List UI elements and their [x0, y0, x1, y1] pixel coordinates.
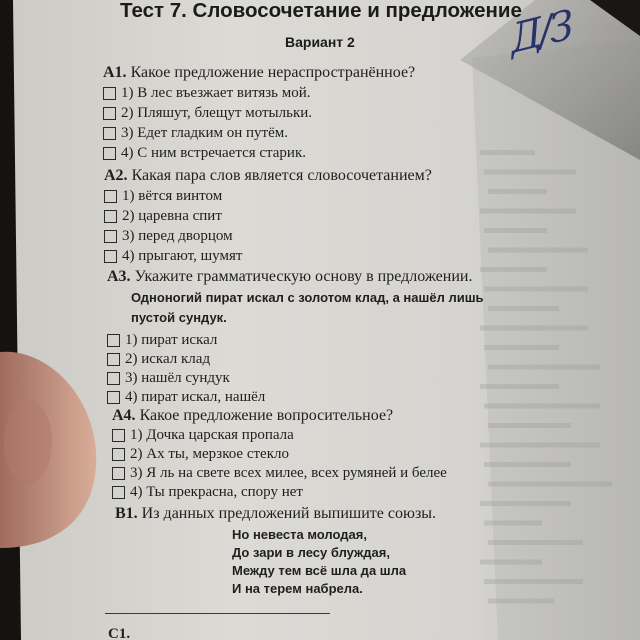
question-a4 — [112, 406, 447, 502]
example-sentence — [131, 288, 484, 328]
ghost-line — [480, 560, 542, 565]
answer-checkbox — [107, 334, 120, 347]
question-text: Какое предложение вопросительное? — [139, 407, 394, 424]
answer-checkbox — [107, 391, 120, 404]
poem-excerpt — [232, 526, 436, 598]
option-a3-4 — [107, 388, 484, 407]
option-a3-1 — [107, 331, 484, 350]
question-label: А1. — [103, 64, 127, 81]
option-a4-3 — [112, 464, 447, 483]
option-a1-3 — [103, 123, 415, 143]
ghost-line — [488, 306, 559, 311]
answer-checkbox — [112, 486, 125, 499]
question-a2-prompt — [104, 166, 432, 186]
question-b1-prompt — [115, 504, 436, 524]
poem-line: Между тем всё шла да шла — [232, 563, 407, 578]
option-a1-4 — [103, 143, 415, 163]
question-label: А4. — [112, 407, 136, 424]
ghost-line — [488, 482, 612, 487]
option-text: 2) Пляшут, блещут мотыльки. — [121, 105, 313, 121]
option-a2-4 — [104, 246, 432, 266]
option-text: 1) пират искал — [125, 331, 218, 348]
option-text: 1) В лес въезжает витязь мой. — [121, 85, 311, 101]
answer-checkbox — [104, 250, 117, 263]
option-a2-1 — [104, 186, 432, 206]
answer-checkbox — [103, 87, 116, 100]
option-text: 4) прыгают, шумят — [122, 248, 243, 264]
option-a1-1 — [103, 83, 415, 103]
ghost-line — [484, 404, 600, 409]
ghost-line — [480, 326, 588, 331]
question-label: А3. — [107, 268, 131, 285]
option-text: 2) царевна спит — [122, 208, 222, 224]
poem-line: Но невеста молодая, — [232, 527, 367, 542]
answer-checkbox — [104, 230, 117, 243]
question-b1 — [115, 504, 436, 598]
option-a4-1 — [112, 426, 447, 445]
option-text: 3) Я ль на свете всех милее, всех румяней и белее — [130, 465, 447, 481]
example-sentence-line: Одноногий пират искал с золотом клад, а нашёл лишь — [131, 290, 484, 305]
options-a3 — [107, 331, 484, 407]
option-a2-2 — [104, 206, 432, 226]
answer-line — [105, 613, 330, 614]
example-sentence-line: пустой сундук. — [131, 310, 227, 325]
ghost-line — [488, 540, 583, 545]
answer-checkbox — [112, 448, 125, 461]
option-text: 2) искал клад — [125, 350, 211, 367]
answer-checkbox — [104, 190, 117, 203]
question-label: А2. — [104, 167, 128, 184]
question-a3-prompt — [107, 267, 484, 287]
thumbnail — [4, 400, 52, 484]
answer-checkbox — [103, 147, 116, 160]
question-text: Какое предложение нераспространённое? — [130, 64, 416, 81]
ghost-line — [480, 501, 571, 506]
ghost-line — [480, 209, 576, 214]
ghost-line — [484, 228, 547, 233]
ghost-line — [488, 423, 571, 428]
option-text: 3) перед дворцом — [122, 228, 233, 244]
option-text: 1) Дочка царская пропала — [130, 427, 294, 443]
answer-checkbox — [112, 467, 125, 480]
handwritten-homework-note: Д/З — [508, 2, 574, 64]
option-a3-2 — [107, 350, 484, 369]
ghost-line — [480, 443, 600, 448]
option-a2-3 — [104, 226, 432, 246]
option-a3-3 — [107, 369, 484, 388]
question-label: В1. — [115, 505, 138, 522]
option-text: 4) пират искал, нашёл — [125, 388, 266, 405]
ghost-line — [488, 248, 588, 253]
question-a3 — [107, 267, 484, 407]
ghost-line — [480, 384, 559, 389]
ghost-line — [484, 579, 583, 584]
question-a4-prompt — [112, 406, 447, 426]
option-text: 3) Едет гладким он путём. — [121, 125, 288, 141]
question-text: Из данных предложений выпишите союзы. — [141, 505, 437, 522]
option-a1-2 — [103, 103, 415, 123]
ghost-line — [484, 521, 542, 526]
ghost-line — [480, 150, 535, 155]
ghost-line — [484, 170, 576, 175]
poem-line: И на терем набрела. — [232, 581, 363, 596]
answer-checkbox — [104, 210, 117, 223]
question-text: Какая пара слов является словосочетанием? — [131, 167, 432, 184]
ghost-line — [488, 189, 547, 194]
variant-label: Вариант 2 — [285, 34, 355, 50]
option-text: 4) Ты прекрасна, спору нет — [130, 484, 303, 500]
answer-checkbox — [112, 429, 125, 442]
question-a2 — [104, 166, 432, 266]
question-c1-label: С1. — [108, 626, 131, 640]
option-a4-4 — [112, 483, 447, 502]
test-title: Тест 7. Словосочетание и предложение — [120, 0, 522, 22]
poem-line: До зари в лесу блуждая, — [232, 545, 390, 560]
option-a4-2 — [112, 445, 447, 464]
option-text: 4) С ним встречается старик. — [121, 145, 306, 161]
ghost-line — [484, 462, 571, 467]
answer-checkbox — [103, 127, 116, 140]
option-text: 3) нашёл сундук — [125, 369, 230, 386]
ghost-line — [480, 267, 547, 272]
option-text: 1) вётся винтом — [122, 188, 223, 204]
answer-checkbox — [103, 107, 116, 120]
ghost-line — [488, 365, 600, 370]
answer-checkbox — [107, 372, 120, 385]
ghost-line — [484, 345, 559, 350]
ghost-line — [484, 287, 588, 292]
question-text: Укажите грамматическую основу в предложении. — [134, 268, 473, 285]
ghost-line — [488, 599, 554, 604]
option-text: 2) Ах ты, мерзкое стекло — [130, 446, 289, 462]
answer-checkbox — [107, 353, 120, 366]
question-a1 — [103, 63, 415, 163]
question-a1-prompt — [103, 63, 415, 83]
